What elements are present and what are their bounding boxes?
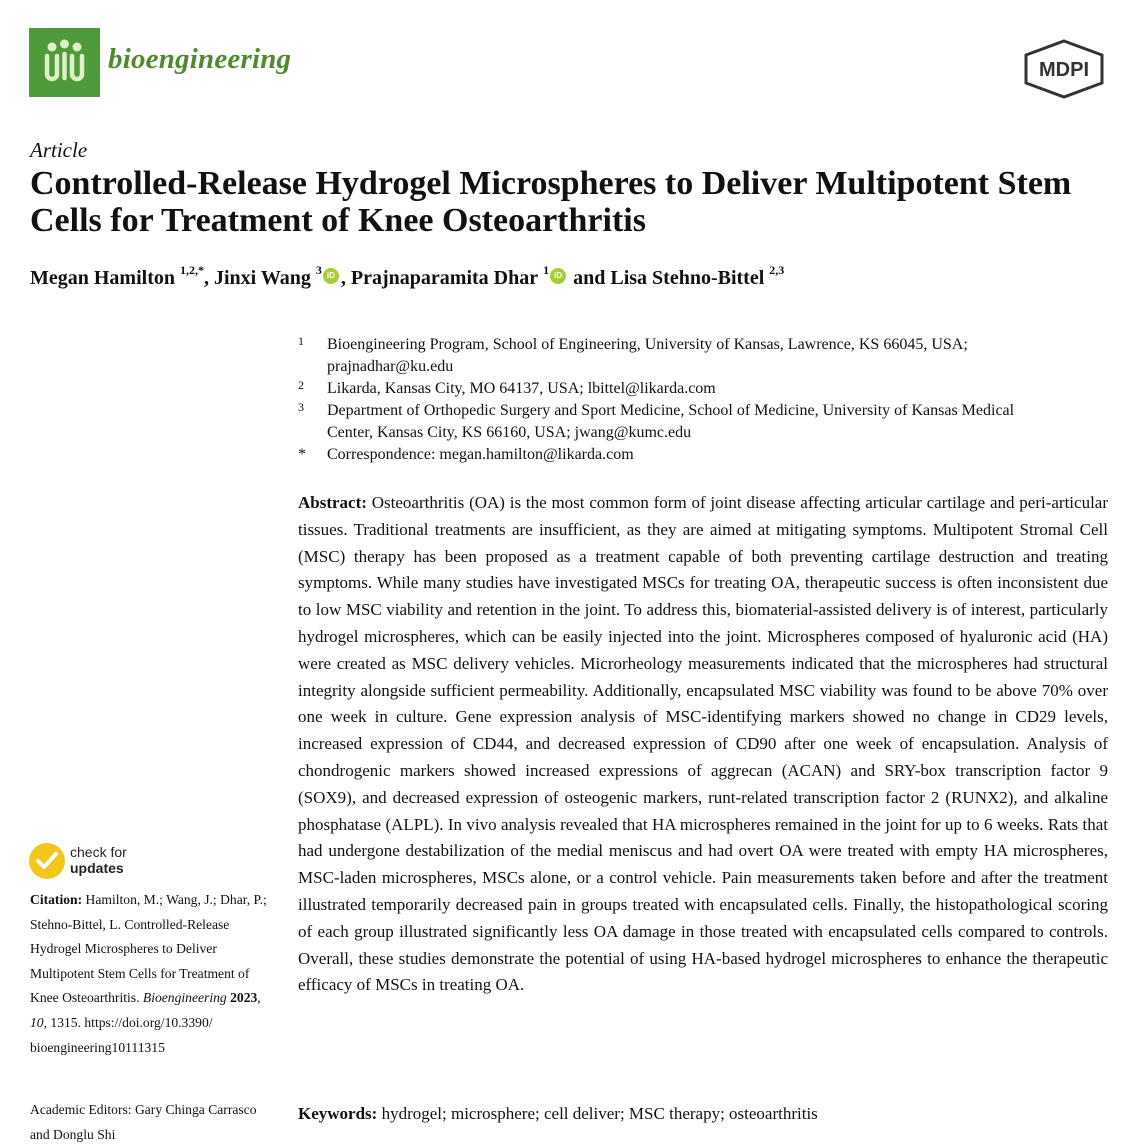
abstract-text: Osteoarthritis (OA) is the most common form of joint disease affecting articular cartilage and peri-articular tissues. Traditional treatments are insufficient, as they are aimed at mitigating symptoms. Multipotent Stromal Cell (MSC) therapy has been proposed as a treatment capable of both preventing cartilage destruction and treating symptoms. While many studies have investigated MSCs for treating OA, therapeutic success is often inconsistent due to low MSC viability and retention in the joint. To address this, biomaterial-assisted delivery is of interest, particularly hydrogel microspheres, which can be easily injected into the joint. Microspheres composed of hyaluronic acid (HA) were created as MSC delivery vehicles. Microrheology measurements indicated that the microspheres had structural integrity alongside sufficient permeability. Additionally, encapsulated MSC viability was found to be above 70% over one week in culture. Gene expression analysis of MSC-identifying markers showed no change in CD29 levels, increased expression of CD44, and decreased expression of CD90 after one week of encapsulation. Analysis of chondrogenic markers showed increased expressions of aggrecan (ACAN) and SRY-box transcription factor 9 (SOX9), and decreased expression of osteogenic markers, runt-related transcription factor 2 (RUNX2), and alkaline phosphatase (ALPL). In vivo analysis revealed that HA microspheres remained in the joint for up to 6 weeks. Rats that had undergone destabilization of the medial meniscus and had overt OA were treated with empty HA microspheres, MSC-laden microspheres, MSCs alone, or a control vehicle. Pain measurements taken before and after the treatment illustrated temporarily decreased pain in groups treated with encapsulated cells. Finally, the histopathological scoring of each group illustrated significantly less OA damage in those treated with encapsulated cells compared to controls. Overall, these studies demonstrate the potential of using HA-based hydrogel microspheres to enhance the therapeutic efficacy of MSCs in treating OA. [298,493,1109,995]
editors-label: Academic Editors: [30,1102,132,1117]
affiliation-text: Department of Orthopedic Surgery and Sport Medicine, School of Medicine, University of Kansas Medical Center, Kansas City, KS 66160, USA; jwang@kumc.edu [327,402,1015,441]
citation-year: 2023 [230,990,258,1006]
check-for-updates-badge[interactable] [29,843,169,883]
mdpi-logo-icon [1019,38,1109,100]
correspondence-marker: * [298,446,306,463]
article-type: Article [30,138,88,162]
journal-name[interactable]: bioengineering [108,43,292,75]
author-affiliation-marker: 3 [315,263,322,278]
keywords [298,1104,1108,1124]
citation-doi[interactable]: 1315. https://doi.org/10.3390/ bioengineering10111315 [30,1014,213,1055]
academic-editors [30,1098,270,1147]
abstract [298,490,1108,999]
editors-names: Gary Chinga Carrasco and Donglu Shi [30,1102,257,1142]
affiliation-text: Likarda, Kansas City, MO 64137, USA; lbittel@likarda.com [327,380,716,397]
abstract-label: Abstract: [298,493,367,512]
affiliation-marker: 2 [298,378,304,392]
correspondence-text: Correspondence: megan.hamilton@likarda.com [327,446,634,463]
publisher-name: MDPI [1039,59,1089,81]
check-updates-line2: updates [70,860,124,876]
author-name[interactable]: Prajnaparamita Dhar [350,267,539,289]
citation-volume: 10 [30,1014,44,1030]
check-updates-icon [29,843,65,879]
affiliation-text: Bioengineering Program, School of Engineering, University of Kansas, Lawrence, KS 66045, USA; prajnadhar@ku.edu [327,336,968,375]
keywords-text: hydrogel; microsphere; cell deliver; MSC therapy; osteoarthritis [381,1104,818,1123]
mdpi-logo[interactable] [1019,38,1109,100]
citation-journal: Bioengineering [142,990,227,1006]
check-updates-line1: check for [70,844,127,860]
citation-text: Hamilton, M.; Wang, J.; Dhar, P.; Stehno-Bittel, L. Controlled-Release Hydrogel Microspheres to Deliver Multipotent Stem Cells for Treatment of Knee Osteoarthritis. [30,892,267,1006]
journal-logo-icon [29,28,100,97]
citation: Citation: Hamilton, M.; Wang, J.; Dhar, P.; Stehno-Bittel, L. Controlled-Release Hydrogel Microspheres to Deliver Multipotent Stem Cells for Treatment of Knee Osteoarthritis. Bioengineering 2023, 10, 1315. https://doi.org/10.3390/ bioengineering10111315 [30,892,267,1055]
author-name[interactable]: Jinxi Wang [214,267,311,289]
author-affiliation-marker: 1,2,* [180,263,204,278]
affiliation-marker: 3 [298,400,304,414]
author-list: Megan Hamilton $^{1,2,*}$, Jinxi Wang $^3$ iD , Prajnaparamita Dhar $^1$ iD and Lisa Stehno-Bittel $^{2,3}$ [30,263,785,289]
affiliation-marker: 1 [298,334,304,348]
author-affiliation-marker: 1 [543,263,550,278]
citation-label: Citation: [30,892,83,907]
author-affiliation-marker: 2,3 [769,263,785,278]
author-name[interactable]: Megan Hamilton [30,267,175,289]
article-title: Controlled-Release Hydrogel Microspheres to Deliver Multipotent Stem Cells for Treatment of Knee Osteoarthritis [30,165,1072,239]
author-name[interactable]: Lisa Stehno-Bittel [610,267,765,289]
keywords-label: Keywords: [298,1104,378,1123]
orcid-icon[interactable]: iD [323,268,339,284]
orcid-icon[interactable]: iD [550,268,566,284]
journal-logo[interactable] [29,28,100,97]
